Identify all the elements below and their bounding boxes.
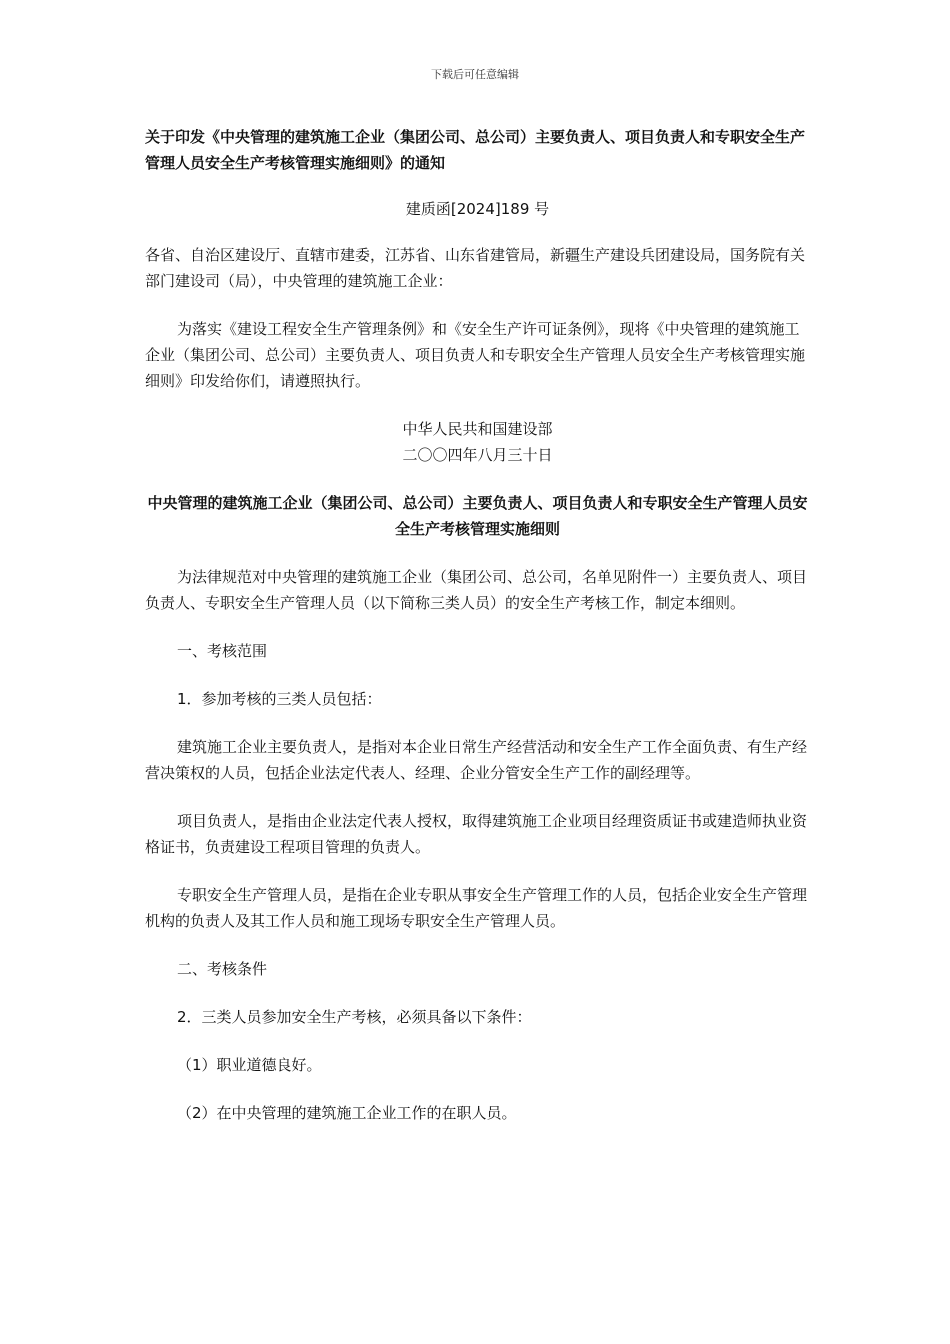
rules-intro: 为法律规范对中央管理的建筑施工企业（集团公司、总公司，名单见附件一）主要负责人、项目负责人、专职安全生产管理人员（以下简称三类人员）的安全生产考核工作，制定本细则。 [145,568,808,612]
definition-safety-staff: 专职安全生产管理人员，是指在企业专职从事安全生产管理工作的人员，包括企业安全生产管理机构的负责人及其工作人员和施工现场专职安全生产管理人员。 [145,886,808,930]
article-2: 2．三类人员参加安全生产考核，必须具备以下条件： [177,1008,532,1026]
issuer: 中华人民共和国建设部 [402,420,553,438]
issue-date: 二〇〇四年八月三十日 [402,446,553,464]
notice-body: 为落实《建设工程安全生产管理条例》和《安全生产许可证条例》，现将《中央管理的建筑施工企业（集团公司、总公司）主要负责人、项目负责人和专职安全生产管理人员安全生产考核管理实施细则》印发给你们，请遵照执行。 [145,320,806,390]
condition-2: （2）在中央管理的建筑施工企业工作的在职人员。 [177,1104,517,1122]
header-note: 下载后可任意编辑 [431,68,519,81]
notice-recipients: 各省、自治区建设厅、直辖市建委，江苏省、山东省建管局，新疆生产建设兵团建设局，国务院有关部门建设司（局），中央管理的建筑施工企业： [145,246,806,290]
notice-title: 关于印发《中央管理的建筑施工企业（集团公司、总公司）主要负责人、项目负责人和专职安全生产管理人员安全生产考核管理实施细则》的通知 [145,128,806,172]
section-heading-scope: 一、考核范围 [177,642,268,660]
document-body [145,124,810,1126]
document-number: 建质函[2024]189 号 [405,200,550,218]
condition-1: （1）职业道德良好。 [177,1056,322,1074]
rules-title: 中央管理的建筑施工企业（集团公司、总公司）主要负责人、项目负责人和专职安全生产管理人员安全生产考核管理实施细则 [147,494,808,538]
definition-project-leader: 项目负责人，是指由企业法定代表人授权，取得建筑施工企业项目经理资质证书或建造师执业资格证书，负责建设工程项目管理的负责人。 [145,812,808,856]
definition-main-leader: 建筑施工企业主要负责人，是指对本企业日常生产经营活动和安全生产工作全面负责、有生产经营决策权的人员，包括企业法定代表人、经理、企业分管安全生产工作的副经理等。 [145,738,808,782]
article-1: 1．参加考核的三类人员包括： [177,690,382,708]
notice-signature [145,416,810,468]
section-heading-conditions: 二、考核条件 [177,960,268,978]
